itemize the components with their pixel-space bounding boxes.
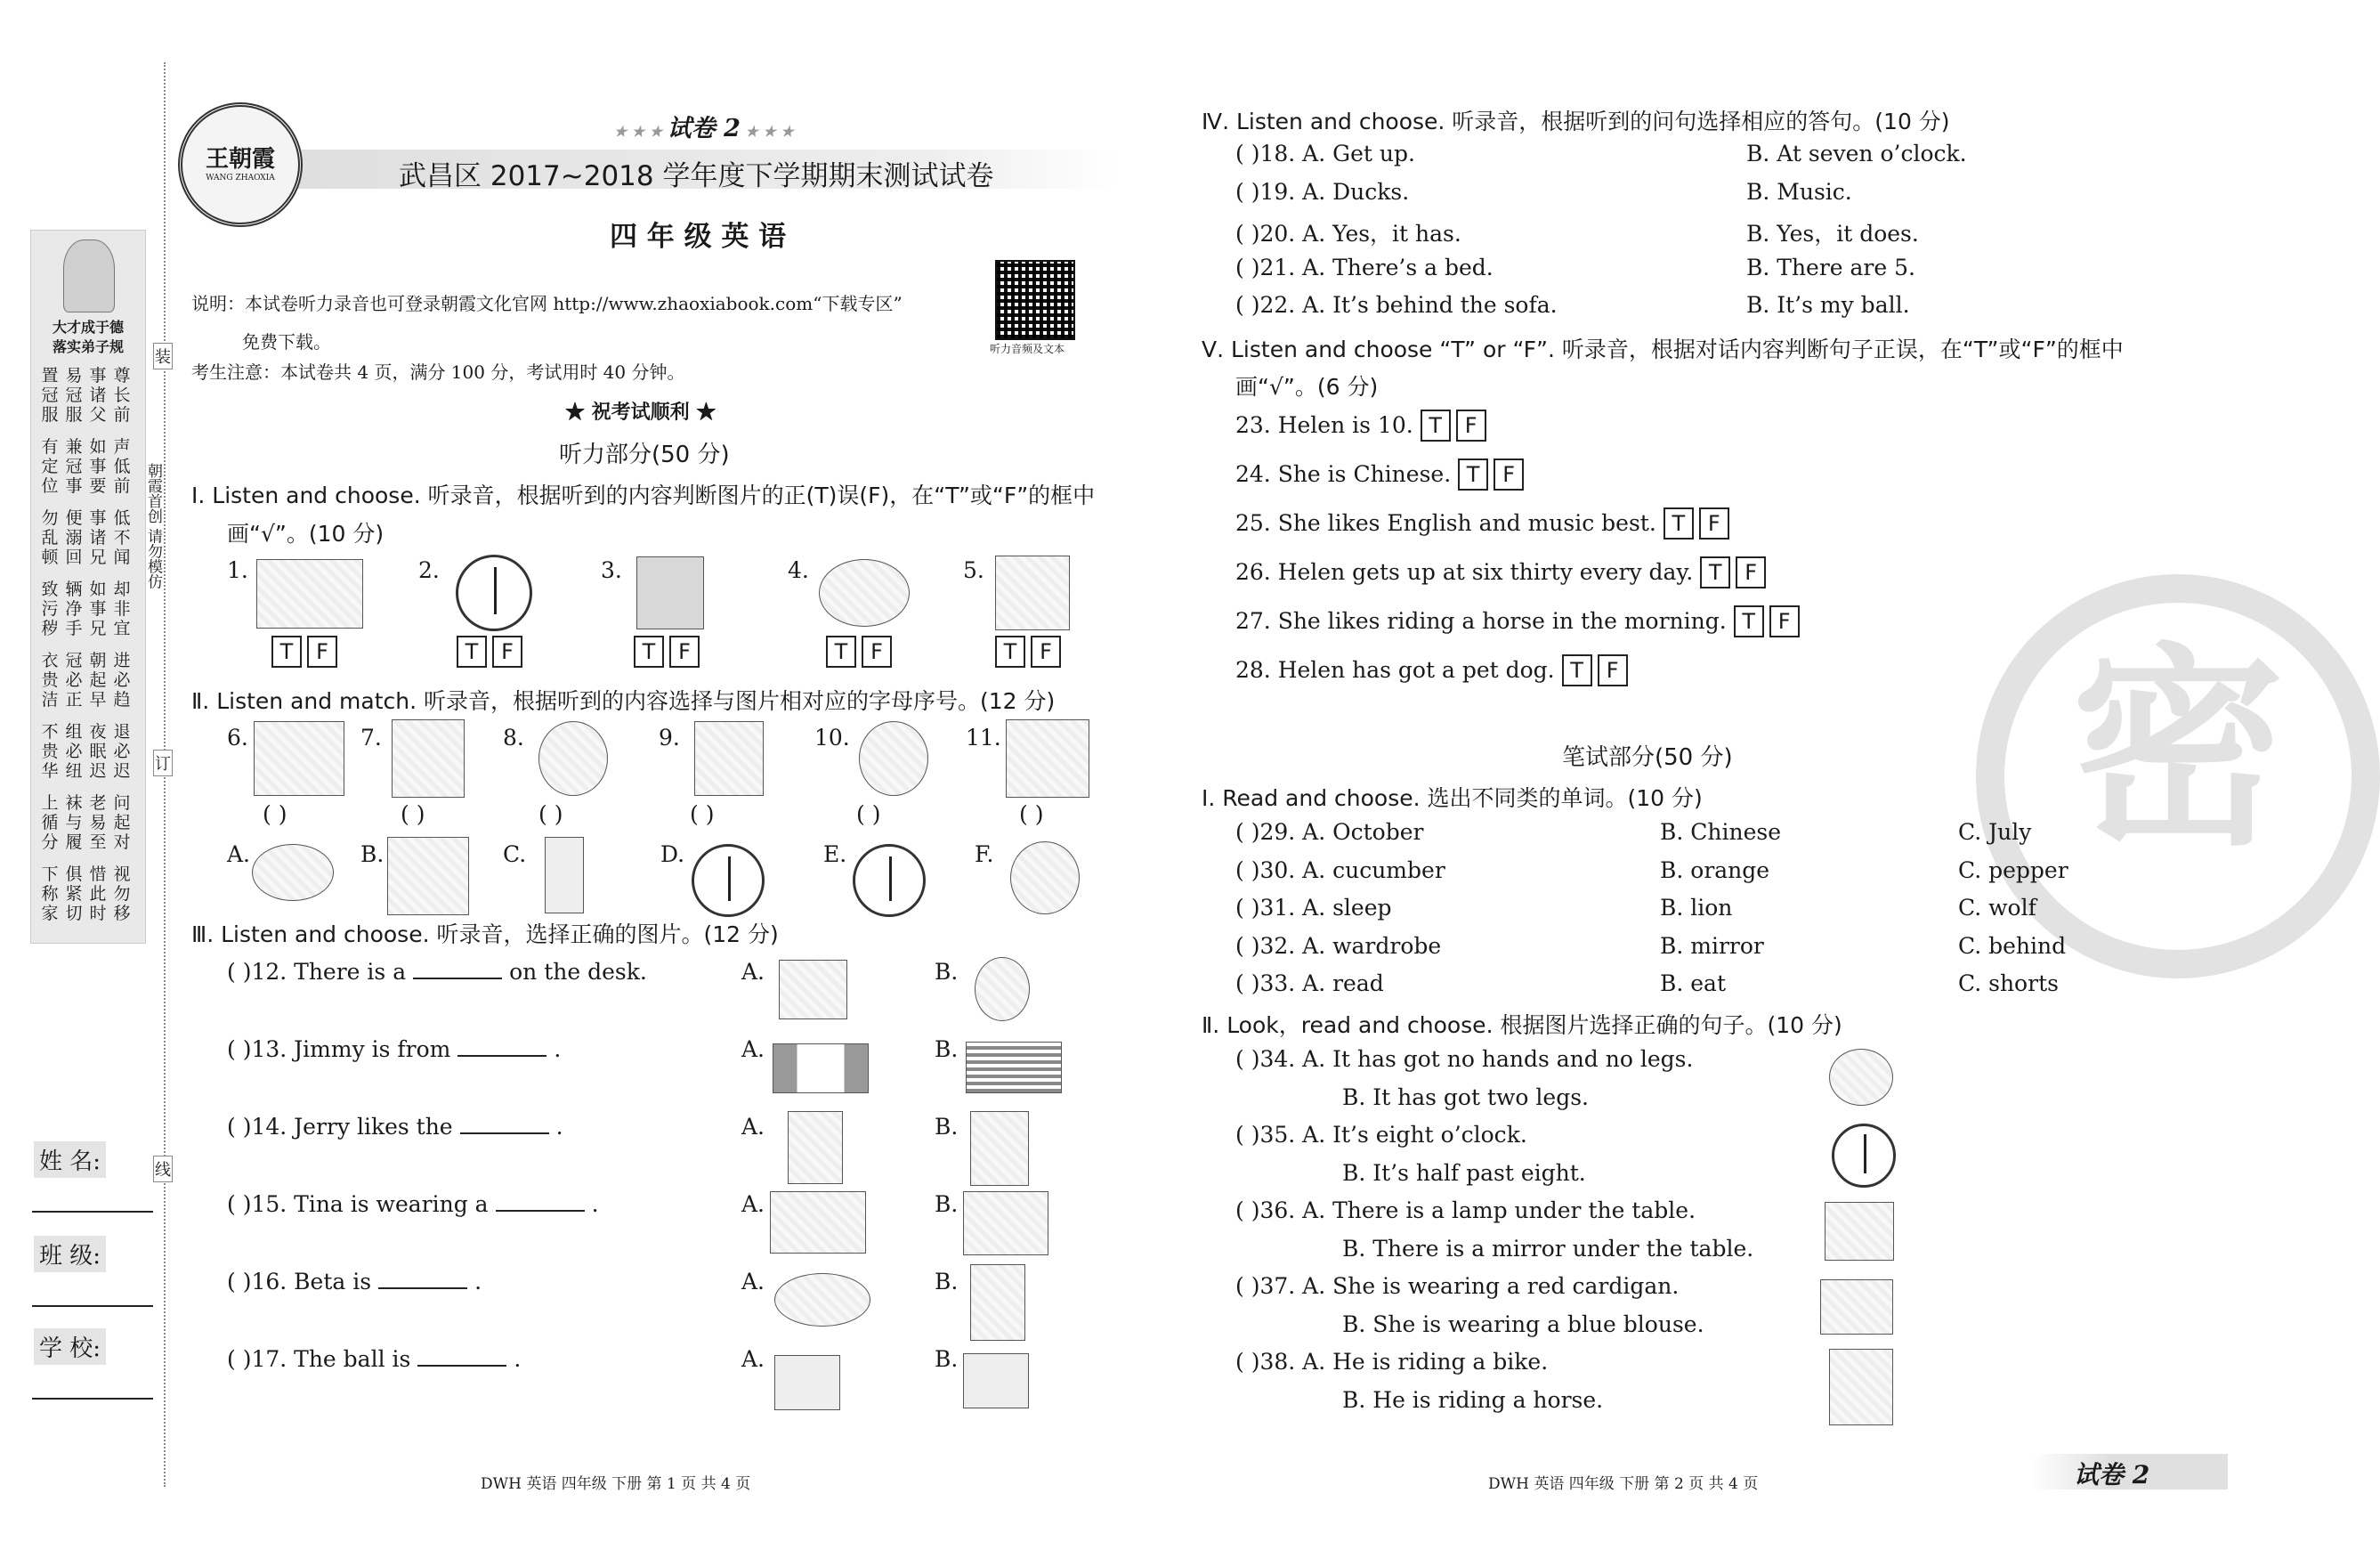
question-stem: ( )12. There is a <box>227 959 407 985</box>
tf-box-group <box>271 636 343 668</box>
sidebar-verse-column: 致污秽 <box>41 580 59 638</box>
clock-image <box>853 844 926 917</box>
w2-title: Ⅱ. Look，read and choose. 根据图片选择正确的句子。(10 分) <box>1202 1012 1842 1038</box>
f-box[interactable]: F <box>307 636 337 668</box>
photo-frame-image <box>779 960 847 1019</box>
part1-title: Ⅰ. Listen and choose. 听录音，根据听到的内容判断图片的正(T)误(F)，在“T”或“F”的框中 <box>191 483 1096 508</box>
part2-title: Ⅱ. Listen and match. 听录音，根据听到的内容选择与图片相对应的字母序号。(12 分) <box>191 688 1056 714</box>
sidebar-verse-column: 老易至 <box>89 793 107 852</box>
t-box[interactable]: T <box>1664 507 1694 540</box>
wolf-reading-image <box>995 556 1070 630</box>
blank-line[interactable] <box>378 1286 467 1289</box>
part4-question[interactable]: ( )22. A. It’s behind the sofa. <box>1235 292 1558 318</box>
answer-paren[interactable]: ( ) <box>856 801 881 827</box>
w1-option-c[interactable]: C. wolf <box>1958 895 2036 921</box>
star-icon: ★ ★ ★ <box>740 123 794 140</box>
part3-item <box>227 1036 561 1062</box>
item-number: 3. <box>601 557 622 583</box>
note-line-2: 免费下载。 <box>242 331 331 353</box>
question-stem: ( )14. Jerry likes the <box>227 1114 453 1140</box>
t-box[interactable]: T <box>1562 654 1592 686</box>
listening-title: 听力部分(50 分) <box>559 442 730 468</box>
part5-item <box>1235 507 1735 540</box>
math-book-image <box>636 556 704 629</box>
w1-option-b[interactable]: B. mirror <box>1660 932 1764 959</box>
t-box[interactable]: T <box>457 636 487 668</box>
question-tail: . <box>555 1114 563 1140</box>
option-letter: D. <box>660 841 685 867</box>
box-ball-image <box>774 1355 840 1410</box>
question-stem: ( )13. Jimmy is from <box>227 1036 451 1062</box>
pizza-image <box>774 1273 870 1327</box>
part4-option-b[interactable]: B. At seven o’clock. <box>1746 141 1967 166</box>
note-line-3: 考生注意：本试卷共 4 页，满分 100 分，考试用时 40 分钟。 <box>191 361 685 383</box>
t-box[interactable]: T <box>826 636 856 668</box>
question-tail: . <box>514 1346 522 1372</box>
part5-item <box>1235 654 1633 686</box>
writing-title: 笔试部分(50 分) <box>1562 744 1733 771</box>
w1-option-c[interactable]: C. shorts <box>1958 970 2059 996</box>
boy-face-image <box>859 721 928 796</box>
item-number: 10. <box>814 725 850 751</box>
sidebar-verse-column: 尊长前 <box>113 366 131 425</box>
fox-image <box>788 1111 843 1184</box>
sidebar-verse-column: 进必趋 <box>113 651 131 710</box>
f-box[interactable]: F <box>1769 605 1800 637</box>
school-field[interactable] <box>32 1398 153 1400</box>
option-a-label: A. <box>741 1191 765 1217</box>
w1-option-b[interactable]: B. orange <box>1660 856 1770 883</box>
binding-sidebar <box>0 0 178 1550</box>
item-number: 7. <box>360 725 382 751</box>
option-letter: B. <box>360 841 385 867</box>
t-box[interactable]: T <box>1734 605 1764 637</box>
boy-football-image <box>694 721 764 796</box>
w2-option-a[interactable]: ( )35. A. It’s eight o’clock. <box>1235 1122 1527 1148</box>
item-number: 4. <box>788 557 809 583</box>
part4-option-b[interactable]: B. Yes，it does. <box>1746 221 1919 247</box>
option-a-label: A. <box>741 959 765 985</box>
item-number: 1. <box>227 557 248 583</box>
watermark-seal <box>1976 574 2380 978</box>
t-box[interactable]: T <box>995 636 1025 668</box>
blank-line[interactable] <box>417 1363 506 1367</box>
tf-box-group <box>995 636 1066 668</box>
part5-item <box>1235 459 1529 491</box>
part5-item <box>1235 605 1805 637</box>
clock-image <box>1832 1124 1896 1188</box>
option-a-label: A. <box>741 1269 765 1294</box>
t-box[interactable]: T <box>1458 459 1488 491</box>
sidebar-verse-column: 兼冠事 <box>65 437 83 496</box>
usa-flag-image <box>966 1042 1062 1093</box>
sidebar-verse-column: 勿乱顿 <box>41 508 59 567</box>
option-b-label: B. <box>935 1191 959 1217</box>
w2-option-a[interactable]: ( )37. A. She is wearing a red cardigan. <box>1235 1273 1680 1299</box>
sidebar-verse-column: 声低前 <box>113 437 131 496</box>
w2-option-b[interactable]: B. He is riding a horse. <box>1342 1387 1604 1413</box>
blank-line[interactable] <box>413 976 502 979</box>
option-letter: C. <box>503 841 527 867</box>
watermark-char: 密 <box>2070 625 2285 874</box>
blank-line[interactable] <box>496 1208 585 1212</box>
sidebar-motto-panel <box>30 230 146 944</box>
option-b-label: B. <box>935 1269 959 1294</box>
option-letter: A. <box>227 841 251 867</box>
item-number: 8. <box>503 725 524 751</box>
statement-text: 25. She likes English and music best. <box>1235 510 1656 536</box>
chair-image <box>545 837 584 913</box>
part4-option-b[interactable]: B. Music. <box>1746 178 1852 205</box>
logo-text: 王朝霞 <box>205 146 275 173</box>
question-stem: ( )16. Beta is <box>227 1269 372 1294</box>
school-label: 学 校: <box>34 1328 106 1365</box>
f-box[interactable]: F <box>1031 636 1061 668</box>
dragon-image <box>392 719 465 798</box>
sidebar-verse-column: 辆净手 <box>65 580 83 638</box>
tf-box-group <box>457 636 528 668</box>
f-box[interactable]: F <box>1494 459 1524 491</box>
part3-item <box>227 1269 482 1294</box>
coat-image <box>770 1191 866 1254</box>
name-field[interactable] <box>32 1211 153 1213</box>
dancing-rabbit-image <box>970 1264 1025 1341</box>
w1-title: Ⅰ. Read and choose. 选出不同类的单词。(10 分) <box>1202 785 1703 811</box>
w1-option-b[interactable]: B. lion <box>1660 895 1733 921</box>
w1-option-b[interactable]: B. Chinese <box>1660 819 1782 845</box>
option-letter: F. <box>975 841 994 867</box>
sidebar-verse-column: 衣贵洁 <box>41 651 59 710</box>
fish-image <box>1829 1049 1893 1106</box>
w1-option-b[interactable]: B. eat <box>1660 970 1727 996</box>
sidebar-verse-column: 事诸兄 <box>89 508 107 567</box>
logo-sub: WANG ZHAOXIA <box>206 174 275 183</box>
t-box[interactable]: T <box>1700 556 1730 588</box>
w1-option-a[interactable]: ( )31. A. sleep <box>1235 895 1392 921</box>
cow-image <box>1006 719 1089 798</box>
girl-face-image <box>538 721 608 796</box>
w2-option-a[interactable]: ( )38. A. He is riding a bike. <box>1235 1349 1549 1375</box>
f-box[interactable]: F <box>862 636 892 668</box>
part3-title: Ⅲ. Listen and choose. 听录音，选择正确的图片。(12 分) <box>191 921 779 947</box>
w2-option-a[interactable]: ( )34. A. It has got no hands and no legs. <box>1235 1046 1694 1072</box>
f-box[interactable]: F <box>492 636 522 668</box>
sidebar-verse-column: 冠必正 <box>65 651 83 710</box>
sidebar-verse-column: 上循分 <box>41 793 59 852</box>
part5-title: Ⅴ. Listen and choose “T” or “F”. 听录音，根据对话内容判断句子正误，在“T”或“F”的框中 <box>1202 337 2124 362</box>
exam-title: 武昌区 2017~2018 学年度下学期期末测试试卷 <box>399 160 994 192</box>
w1-option-a[interactable]: ( )32. A. wardrobe <box>1235 932 1442 959</box>
table-lamp-under-image <box>1825 1202 1894 1261</box>
item-number: 11. <box>966 725 1001 751</box>
scholar-figure-image <box>63 239 115 312</box>
t-box[interactable]: T <box>634 636 664 668</box>
box-ball-on-top-image <box>963 1353 1029 1408</box>
statement-text: 23. Helen is 10. <box>1235 412 1413 438</box>
sidebar-verse-column: 退必迟 <box>113 722 131 781</box>
part5-item <box>1235 556 1771 588</box>
vertical-note: 朝霞首创 请勿模仿 <box>144 463 162 589</box>
part4-option-b[interactable]: B. It’s my ball. <box>1746 292 1910 318</box>
paper-badge <box>614 109 794 143</box>
part4-title: Ⅳ. Listen and choose. 听录音，根据听到的问句选择相应的答句。(10 分) <box>1202 109 1950 134</box>
part3-item <box>227 959 647 985</box>
w2-option-b[interactable]: B. It has got two legs. <box>1342 1084 1589 1110</box>
note-line-1: 说明：本试卷听力录音也可登录朝霞文化官网 http://www.zhaoxiabook.com“下载专区” <box>191 293 903 314</box>
statement-text: 24. She is Chinese. <box>1235 461 1452 487</box>
hippo-image <box>1010 841 1080 914</box>
answer-paren[interactable]: ( ) <box>1019 801 1044 827</box>
f-box[interactable]: F <box>1736 556 1766 588</box>
question-tail: . <box>554 1036 562 1062</box>
sidebar-verse-column: 便溺回 <box>65 508 83 567</box>
part3-item <box>227 1114 563 1140</box>
horse-rider-image <box>387 837 469 915</box>
qr-code <box>995 260 1075 340</box>
w1-option-a[interactable]: ( )29. A. October <box>1235 819 1424 845</box>
footer-left: DWH 英语 四年级 下册 第 1 页 共 4 页 <box>481 1475 751 1493</box>
question-stem: ( )17. The ball is <box>227 1346 411 1372</box>
item-number: 9. <box>659 725 680 751</box>
snake-image <box>819 559 910 627</box>
w1-option-c[interactable]: C. behind <box>1958 932 2067 959</box>
answer-paren[interactable]: ( ) <box>538 801 563 827</box>
tf-box-group <box>826 636 897 668</box>
option-b-label: B. <box>935 1346 959 1372</box>
statement-text: 26. Helen gets up at six thirty every day. <box>1235 559 1694 585</box>
binding-mark-2: 订 <box>153 750 173 776</box>
canada-flag-image <box>773 1043 869 1093</box>
answer-paren[interactable]: ( ) <box>263 801 287 827</box>
sidebar-verse-column: 置冠服 <box>41 366 59 425</box>
badge-title: 试卷 2 <box>667 115 741 142</box>
cardigan-image <box>963 1191 1048 1255</box>
pineapples-image <box>252 844 334 901</box>
w2-option-b[interactable]: B. It’s half past eight. <box>1342 1160 1586 1186</box>
f-box[interactable]: F <box>1598 654 1628 686</box>
part5-title-2: 画“√”。(6 分) <box>1235 374 1379 400</box>
sidebar-verse-column: 易冠服 <box>65 366 83 425</box>
statement-text: 27. She likes riding a horse in the morning. <box>1235 608 1727 634</box>
wolf-image <box>970 1111 1029 1186</box>
answer-paren[interactable]: ( ) <box>401 801 425 827</box>
sidebar-verse-column: 不贵华 <box>41 722 59 781</box>
part4-option-b[interactable]: B. There are 5. <box>1746 254 1915 280</box>
boy-sleeping-image <box>256 559 363 629</box>
sidebar-verse-column: 夜眠迟 <box>89 722 107 781</box>
option-b-label: B. <box>935 1114 959 1140</box>
blank-line[interactable] <box>457 1053 546 1057</box>
question-stem: ( )15. Tina is wearing a <box>227 1191 489 1217</box>
publisher-logo <box>178 102 303 227</box>
blank-line[interactable] <box>460 1131 549 1134</box>
part4-question[interactable]: ( )18. A. Get up. <box>1235 141 1415 166</box>
sidebar-motto-1: 大才成于德 <box>52 319 124 336</box>
clock-image <box>456 555 532 631</box>
horse-rider-image <box>1829 1349 1893 1425</box>
sidebar-verse-column: 组必纽 <box>65 722 83 781</box>
w1-option-c[interactable]: C. July <box>1958 819 2032 845</box>
t-box[interactable]: T <box>271 636 302 668</box>
sidebar-verse-column: 俱紧切 <box>65 864 83 923</box>
question-tail: . <box>591 1191 599 1217</box>
option-a-label: A. <box>741 1114 765 1140</box>
binding-mark-3: 线 <box>153 1156 173 1182</box>
option-a-label: A. <box>741 1346 765 1372</box>
sidebar-verse-column: 下称家 <box>41 864 59 923</box>
part3-item <box>227 1191 599 1217</box>
clock-image <box>692 844 765 917</box>
sidebar-verse-column: 袜与履 <box>65 793 83 852</box>
sidebar-verse-column: 如事兄 <box>89 580 107 638</box>
footer-badge-text: 试卷 2 <box>2074 1460 2150 1489</box>
subject-title: 四 年 级 英 语 <box>610 221 787 253</box>
item-number: 2. <box>418 557 440 583</box>
t-box[interactable]: T <box>1421 410 1451 442</box>
option-b-label: B. <box>935 1036 959 1062</box>
sidebar-motto-2: 落实弟子规 <box>52 338 124 355</box>
qr-caption: 听力音频及文本 <box>990 343 1065 355</box>
good-luck: ★ 祝考试顺利 ★ <box>565 401 716 424</box>
sidebar-verse-column: 如事要 <box>89 437 107 496</box>
w2-option-b[interactable]: B. There is a mirror under the table. <box>1342 1236 1754 1262</box>
sidebar-verse-column: 低不闻 <box>113 508 131 567</box>
w2-option-a[interactable]: ( )36. A. There is a lamp under the table. <box>1235 1197 1696 1223</box>
name-label: 姓 名: <box>34 1141 106 1178</box>
class-label: 班 级: <box>34 1236 106 1272</box>
sidebar-verse-column: 视勿移 <box>113 864 131 923</box>
question-tail: . <box>474 1269 482 1294</box>
sidebar-verse-grid <box>40 366 138 936</box>
item-number: 5. <box>963 557 984 583</box>
cardigan-image <box>1820 1279 1893 1335</box>
option-a-label: A. <box>741 1036 765 1062</box>
sidebar-verse-column: 问起对 <box>113 793 131 852</box>
sidebar-verse-column: 却非宜 <box>113 580 131 638</box>
tf-box-group <box>634 636 705 668</box>
sidebar-verse-column: 朝起早 <box>89 651 107 710</box>
sidebar-verse-column: 有定位 <box>41 437 59 496</box>
part3-item <box>227 1346 521 1372</box>
star-icon: ★ ★ ★ <box>614 123 668 140</box>
table-lamp-image <box>975 957 1030 1021</box>
f-box[interactable]: F <box>1699 507 1729 540</box>
f-box[interactable]: F <box>1456 410 1486 442</box>
w1-option-c[interactable]: C. pepper <box>1958 856 2068 883</box>
question-tail: on the desk. <box>509 959 647 985</box>
part4-question[interactable]: ( )19. A. Ducks. <box>1235 178 1410 205</box>
answer-paren[interactable]: ( ) <box>690 801 715 827</box>
option-letter: E. <box>823 841 847 867</box>
f-box[interactable]: F <box>669 636 700 668</box>
boy-waking-image <box>254 721 344 796</box>
sidebar-verse-column: 事诸父 <box>89 366 107 425</box>
footer-right: DWH 英语 四年级 下册 第 2 页 共 4 页 <box>1488 1475 1759 1493</box>
sidebar-verse-column: 惜此时 <box>89 864 107 923</box>
part1-title-2: 画“√”。(10 分) <box>227 521 385 547</box>
option-b-label: B. <box>935 959 959 985</box>
part5-item <box>1235 410 1492 442</box>
w1-option-a[interactable]: ( )33. A. read <box>1235 970 1384 996</box>
w1-option-a[interactable]: ( )30. A. cucumber <box>1235 856 1445 883</box>
class-field[interactable] <box>32 1305 153 1307</box>
binding-mark-1: 装 <box>153 343 173 369</box>
statement-text: 28. Helen has got a pet dog. <box>1235 657 1555 683</box>
item-number: 6. <box>227 725 248 751</box>
w2-option-b[interactable]: B. She is wearing a blue blouse. <box>1342 1311 1704 1337</box>
part4-question[interactable]: ( )20. A. Yes，it has. <box>1235 221 1461 247</box>
part4-question[interactable]: ( )21. A. There’s a bed. <box>1235 254 1494 280</box>
